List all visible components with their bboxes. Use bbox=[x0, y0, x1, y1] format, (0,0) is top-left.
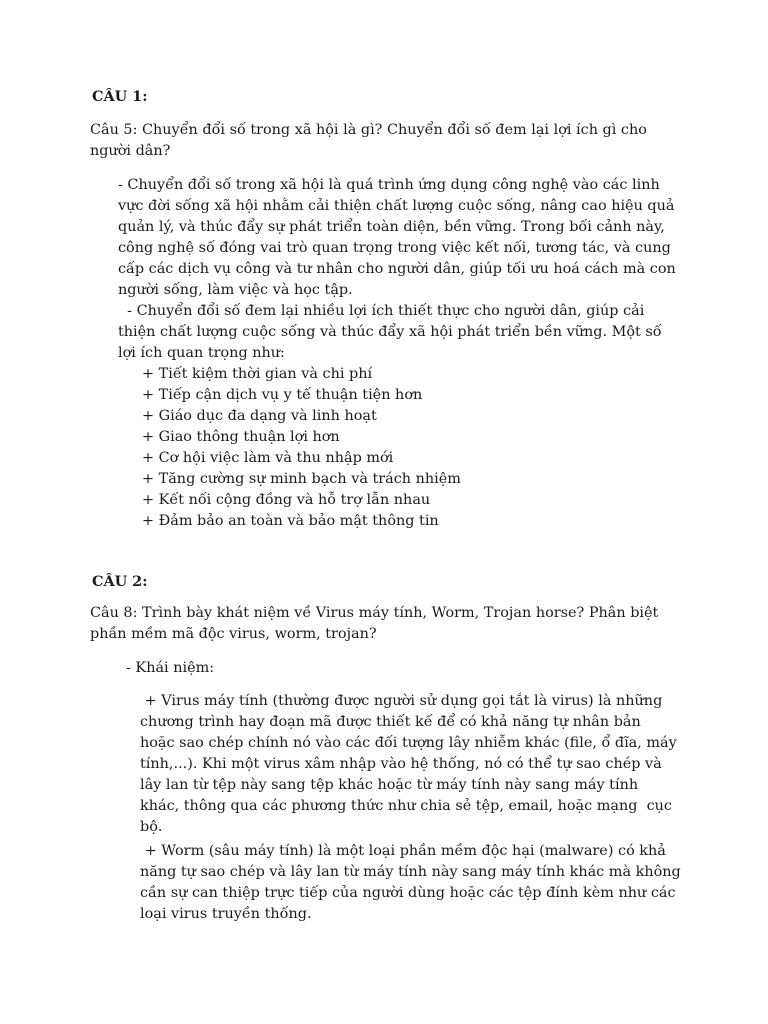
answer-line: quản lý, và thúc đẩy sự phát triển toàn diện, bền vững. Trong bối cảnh này, bbox=[118, 219, 665, 235]
virus-paragraph bbox=[140, 691, 677, 838]
section1-answer bbox=[118, 175, 676, 364]
section2-question: Câu 8: Trình bày khát niệm về Virus máy tính, Worm, Trojan horse? Phân biệt phần mềm mã độc virus, worm, trojan? bbox=[90, 605, 659, 642]
paragraph-line: + Virus máy tính (thường được người sử dụng gọi tắt là virus) là những bbox=[140, 693, 663, 709]
list-item: + Tăng cường sự minh bạch và trách nhiệm bbox=[142, 471, 461, 487]
answer-line: - Chuyển đổi số trong xã hội là quá trình ứng dụng công nghệ vào các linh bbox=[118, 177, 660, 193]
paragraph-line: cần sự can thiệp trực tiếp của người dùng hoặc các tệp đính kèm như các bbox=[140, 885, 676, 901]
paragraph-line: lây lan từ tệp này sang tệp khác hoặc từ máy tính này sang máy tính bbox=[140, 777, 639, 793]
answer-line: công nghệ số đóng vai trò quan trọng trong việc kết nối, tương tác, và cung bbox=[118, 240, 671, 256]
section1-question: Câu 5: Chuyển đổi số trong xã hội là gì? Chuyển đổi số đem lại lợi ích gì cho người dân? bbox=[90, 122, 647, 159]
paragraph-line: năng tự sao chép và lây lan từ máy tính này sang máy tính khác mà không bbox=[140, 864, 681, 880]
concept-label: - Khái niệm: bbox=[126, 660, 215, 676]
paragraph-line: chương trình hay đoạn mã được thiết kế để có khả năng tự nhân bản bbox=[140, 714, 641, 730]
answer-line: thiện chất lượng cuộc sống và thúc đẩy xã hội phát triển bền vững. Một số bbox=[118, 324, 662, 340]
paragraph-line: tính,...). Khi một virus xâm nhập vào hệ thống, nó có thể tự sao chép và bbox=[140, 756, 662, 772]
answer-line: vực đời sống xã hội nhằm cải thiện chất lượng cuộc sống, nâng cao hiệu quả bbox=[118, 198, 675, 214]
list-item: + Tiết kiệm thời gian và chi phí bbox=[142, 366, 373, 382]
section2-heading: CÂU 2: bbox=[92, 573, 148, 590]
paragraph-line: bộ. bbox=[140, 819, 163, 835]
list-item: + Đảm bảo an toàn và bảo mật thông tin bbox=[142, 513, 439, 529]
list-item: + Tiếp cận dịch vụ y tế thuận tiện hơn bbox=[142, 387, 423, 403]
section1-heading: CÂU 1: bbox=[92, 88, 148, 105]
answer-line: lợi ích quan trọng như: bbox=[118, 345, 285, 361]
answer-line: - Chuyển đổi số đem lại nhiều lợi ích thiết thực cho người dân, giúp cải bbox=[118, 303, 645, 319]
paragraph-line: loại virus truyền thống. bbox=[140, 906, 312, 922]
benefits-list bbox=[142, 364, 461, 532]
list-item: + Giáo dục đa dạng và linh hoạt bbox=[142, 408, 377, 424]
paragraph-line: + Worm (sâu máy tính) là một loại phần mềm độc hại (malware) có khả bbox=[140, 843, 666, 859]
list-item: + Kết nối cộng đồng và hỗ trợ lẫn nhau bbox=[142, 492, 431, 508]
worm-paragraph bbox=[140, 841, 681, 925]
answer-line: người sống, làm việc và học tập. bbox=[118, 282, 353, 298]
list-item: + Giao thông thuận lợi hơn bbox=[142, 429, 340, 445]
answer-line: cấp các dịch vụ công và tư nhân cho người dân, giúp tối ưu hoá cách mà con bbox=[118, 261, 676, 277]
list-item: + Cơ hội việc làm và thu nhập mới bbox=[142, 450, 394, 466]
paragraph-line: khác, thông qua các phương thức như chia sẻ tệp, email, hoặc mạng cục bbox=[140, 798, 672, 814]
paragraph-line: hoặc sao chép chính nó vào các đối tượng lây nhiễm khác (file, ổ đĩa, máy bbox=[140, 735, 677, 751]
